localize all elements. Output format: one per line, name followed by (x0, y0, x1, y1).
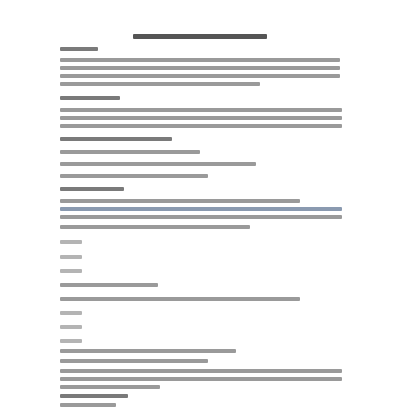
text-line (60, 58, 340, 62)
text-line (60, 385, 160, 389)
text-line (60, 377, 342, 381)
text-line (60, 215, 342, 219)
text-line (60, 349, 236, 353)
document-title (133, 34, 267, 39)
text-line (60, 150, 200, 154)
text-line (60, 240, 82, 244)
text-line (60, 116, 342, 120)
section-heading (60, 137, 172, 141)
text-line (60, 325, 82, 329)
section-heading (60, 96, 120, 100)
text-line (60, 74, 340, 78)
section-heading (60, 47, 98, 51)
text-line (60, 108, 342, 112)
text-line (60, 297, 300, 301)
text-line (60, 82, 260, 86)
text-line (60, 174, 208, 178)
text-line (60, 225, 250, 229)
text-line (60, 66, 340, 70)
text-line (60, 369, 342, 373)
text-line (60, 207, 342, 211)
text-line (60, 403, 116, 407)
text-line (60, 283, 158, 287)
text-line (60, 124, 342, 128)
section-heading (60, 187, 124, 191)
section-heading (60, 394, 128, 398)
text-line (60, 269, 82, 273)
text-line (60, 255, 82, 259)
text-line (60, 199, 300, 203)
text-line (60, 339, 82, 343)
text-line (60, 162, 256, 166)
text-line (60, 311, 82, 315)
text-line (60, 359, 208, 363)
